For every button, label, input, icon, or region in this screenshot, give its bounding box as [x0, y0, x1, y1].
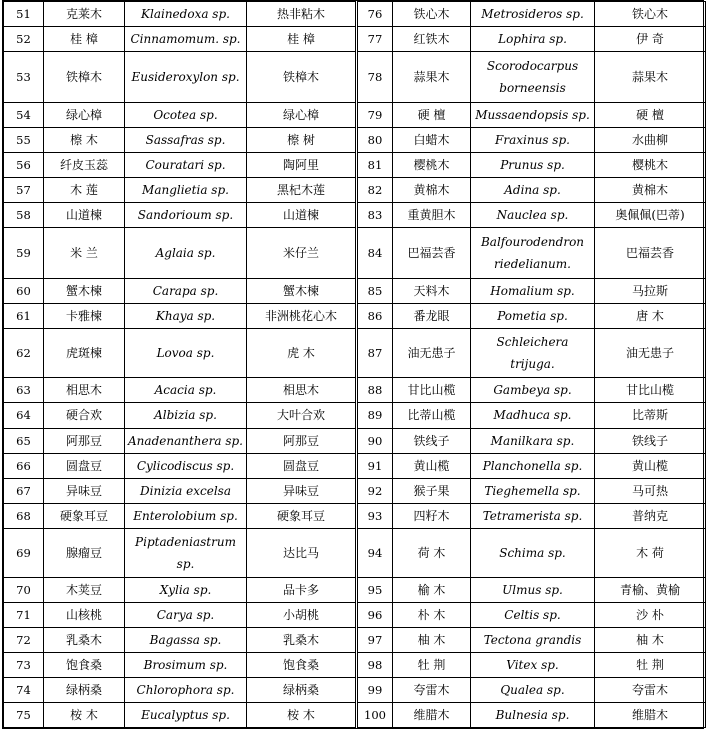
left-trade-name-cell: 相思木: [247, 378, 357, 403]
right-trade-name-cell: 牡 荆: [595, 652, 706, 677]
left-trade-name-cell: 异味豆: [247, 478, 357, 503]
right-chinese-name-cell: 铁线子: [393, 428, 471, 453]
right-scientific-name-cell: Scorodocarpus borneensis: [471, 52, 595, 103]
left-scientific-name-cell: Aglaia sp.: [125, 228, 247, 279]
left-chinese-name-cell: 克莱木: [44, 2, 125, 27]
right-trade-name-cell: 油无患子: [595, 329, 706, 378]
left-trade-name-cell: 绿柄桑: [247, 677, 357, 702]
right-species-number-cell: 98: [357, 652, 393, 677]
right-scientific-name-cell: Schleichera trijuga.: [471, 329, 595, 378]
left-scientific-name-cell: Cylicodiscus sp.: [125, 453, 247, 478]
left-scientific-name-cell: Manglietia sp.: [125, 178, 247, 203]
table-row: [4, 702, 706, 727]
right-trade-name-cell: 甘比山榄: [595, 378, 706, 403]
left-trade-name-cell: 黑杞木莲: [247, 178, 357, 203]
left-scientific-name-cell: Acacia sp.: [125, 378, 247, 403]
right-scientific-name-cell: Vitex sp.: [471, 652, 595, 677]
left-trade-name-cell: 大叶合欢: [247, 403, 357, 428]
right-trade-name-cell: 普纳克: [595, 503, 706, 528]
table-row: [4, 602, 706, 627]
right-chinese-name-cell: 铁心木: [393, 2, 471, 27]
right-species-number-cell: 81: [357, 153, 393, 178]
left-species-number-cell: 67: [4, 478, 44, 503]
left-species-number-cell: 70: [4, 577, 44, 602]
left-species-number-cell: 56: [4, 153, 44, 178]
left-scientific-name-cell: Cinnamomum. sp.: [125, 27, 247, 52]
left-chinese-name-cell: 硬合欢: [44, 403, 125, 428]
right-species-number-cell: 91: [357, 453, 393, 478]
left-trade-name-cell: 桉 木: [247, 702, 357, 727]
right-chinese-name-cell: 比蒂山榄: [393, 403, 471, 428]
right-trade-name-cell: 铁线子: [595, 428, 706, 453]
left-scientific-name-cell: Albizia sp.: [125, 403, 247, 428]
right-trade-name-cell: 木 荷: [595, 528, 706, 577]
left-trade-name-cell: 阿那豆: [247, 428, 357, 453]
right-trade-name-cell: 巴福芸香: [595, 228, 706, 279]
left-scientific-name-cell: Carapa sp.: [125, 279, 247, 304]
left-trade-name-cell: 热非粘木: [247, 2, 357, 27]
right-species-number-cell: 90: [357, 428, 393, 453]
left-scientific-name-cell: Xylia sp.: [125, 577, 247, 602]
right-trade-name-cell: 沙 朴: [595, 602, 706, 627]
right-scientific-name-cell: Qualea sp.: [471, 677, 595, 702]
right-scientific-name-cell: Celtis sp.: [471, 602, 595, 627]
left-scientific-name-cell: Klainedoxa sp.: [125, 2, 247, 27]
left-chinese-name-cell: 铁樟木: [44, 52, 125, 103]
left-trade-name-cell: 绿心樟: [247, 103, 357, 128]
left-species-number-cell: 68: [4, 503, 44, 528]
right-chinese-name-cell: 四籽木: [393, 503, 471, 528]
right-species-number-cell: 97: [357, 627, 393, 652]
left-scientific-name-cell: Piptadeniastrum sp.: [125, 528, 247, 577]
left-species-number-cell: 54: [4, 103, 44, 128]
left-chinese-name-cell: 异味豆: [44, 478, 125, 503]
left-chinese-name-cell: 蟹木楝: [44, 279, 125, 304]
table-row: [4, 153, 706, 178]
left-scientific-name-cell: Dinizia excelsa: [125, 478, 247, 503]
right-species-number-cell: 76: [357, 2, 393, 27]
left-species-number-cell: 74: [4, 677, 44, 702]
table-row: [4, 203, 706, 228]
left-species-number-cell: 62: [4, 329, 44, 378]
right-species-number-cell: 80: [357, 128, 393, 153]
right-chinese-name-cell: 猴子果: [393, 478, 471, 503]
right-scientific-name-cell: Madhuca sp.: [471, 403, 595, 428]
right-chinese-name-cell: 甘比山榄: [393, 378, 471, 403]
right-species-number-cell: 83: [357, 203, 393, 228]
left-scientific-name-cell: Eucalyptus sp.: [125, 702, 247, 727]
left-scientific-name-cell: Couratari sp.: [125, 153, 247, 178]
right-trade-name-cell: 唐 木: [595, 304, 706, 329]
right-trade-name-cell: 樱桃木: [595, 153, 706, 178]
table-row: [4, 403, 706, 428]
table-row: [4, 103, 706, 128]
left-chinese-name-cell: 米 兰: [44, 228, 125, 279]
left-trade-name-cell: 檫 树: [247, 128, 357, 153]
left-scientific-name-cell: Lovoa sp.: [125, 329, 247, 378]
right-chinese-name-cell: 维腊木: [393, 702, 471, 727]
right-scientific-name-cell: Prunus sp.: [471, 153, 595, 178]
left-chinese-name-cell: 饱食桑: [44, 652, 125, 677]
left-species-number-cell: 75: [4, 702, 44, 727]
left-species-number-cell: 69: [4, 528, 44, 577]
table-row: [4, 128, 706, 153]
left-chinese-name-cell: 木荚豆: [44, 577, 125, 602]
right-chinese-name-cell: 黄山榄: [393, 453, 471, 478]
table-row: [4, 329, 706, 378]
right-chinese-name-cell: 荷 木: [393, 528, 471, 577]
left-trade-name-cell: 饱食桑: [247, 652, 357, 677]
table-row: [4, 178, 706, 203]
left-chinese-name-cell: 硬象耳豆: [44, 503, 125, 528]
left-chinese-name-cell: 乳桑木: [44, 627, 125, 652]
left-trade-name-cell: 品卡多: [247, 577, 357, 602]
left-scientific-name-cell: Enterolobium sp.: [125, 503, 247, 528]
left-species-number-cell: 61: [4, 304, 44, 329]
left-scientific-name-cell: Ocotea sp.: [125, 103, 247, 128]
right-scientific-name-cell: Nauclea sp.: [471, 203, 595, 228]
left-chinese-name-cell: 卡雅楝: [44, 304, 125, 329]
right-trade-name-cell: 马拉斯: [595, 279, 706, 304]
left-species-number-cell: 60: [4, 279, 44, 304]
left-scientific-name-cell: Chlorophora sp.: [125, 677, 247, 702]
right-chinese-name-cell: 硬 檀: [393, 103, 471, 128]
right-species-number-cell: 77: [357, 27, 393, 52]
right-trade-name-cell: 柚 木: [595, 627, 706, 652]
table-body: [4, 2, 706, 728]
table-row: [4, 428, 706, 453]
left-trade-name-cell: 米仔兰: [247, 228, 357, 279]
right-scientific-name-cell: Schima sp.: [471, 528, 595, 577]
left-trade-name-cell: 陶阿里: [247, 153, 357, 178]
right-trade-name-cell: 维腊木: [595, 702, 706, 727]
table-row: [4, 677, 706, 702]
right-species-number-cell: 96: [357, 602, 393, 627]
left-species-number-cell: 57: [4, 178, 44, 203]
right-chinese-name-cell: 油无患子: [393, 329, 471, 378]
left-scientific-name-cell: Khaya sp.: [125, 304, 247, 329]
wood-species-table: [3, 1, 706, 728]
right-chinese-name-cell: 夸雷木: [393, 677, 471, 702]
left-chinese-name-cell: 虎斑楝: [44, 329, 125, 378]
right-species-number-cell: 89: [357, 403, 393, 428]
table-row: [4, 52, 706, 103]
table-row: [4, 627, 706, 652]
table-row: [4, 304, 706, 329]
right-scientific-name-cell: Pometia sp.: [471, 304, 595, 329]
right-species-number-cell: 95: [357, 577, 393, 602]
left-chinese-name-cell: 相思木: [44, 378, 125, 403]
left-species-number-cell: 63: [4, 378, 44, 403]
right-species-number-cell: 88: [357, 378, 393, 403]
left-scientific-name-cell: Anadenanthera sp.: [125, 428, 247, 453]
right-chinese-name-cell: 樱桃木: [393, 153, 471, 178]
left-trade-name-cell: 非洲桃花心木: [247, 304, 357, 329]
table-row: [4, 2, 706, 27]
right-chinese-name-cell: 红铁木: [393, 27, 471, 52]
left-species-number-cell: 55: [4, 128, 44, 153]
right-species-number-cell: 79: [357, 103, 393, 128]
left-scientific-name-cell: Carya sp.: [125, 602, 247, 627]
right-species-number-cell: 85: [357, 279, 393, 304]
table-row: [4, 478, 706, 503]
right-trade-name-cell: 夸雷木: [595, 677, 706, 702]
table-row: [4, 27, 706, 52]
right-trade-name-cell: 青榆、黄榆: [595, 577, 706, 602]
left-trade-name-cell: 铁樟木: [247, 52, 357, 103]
left-trade-name-cell: 圆盘豆: [247, 453, 357, 478]
right-scientific-name-cell: Metrosideros sp.: [471, 2, 595, 27]
right-chinese-name-cell: 朴 木: [393, 602, 471, 627]
left-species-number-cell: 58: [4, 203, 44, 228]
right-scientific-name-cell: Manilkara sp.: [471, 428, 595, 453]
left-chinese-name-cell: 阿那豆: [44, 428, 125, 453]
table-row: [4, 528, 706, 577]
left-trade-name-cell: 达比马: [247, 528, 357, 577]
left-scientific-name-cell: Sassafras sp.: [125, 128, 247, 153]
right-trade-name-cell: 黄山榄: [595, 453, 706, 478]
left-chinese-name-cell: 山核桃: [44, 602, 125, 627]
right-chinese-name-cell: 天料木: [393, 279, 471, 304]
left-chinese-name-cell: 木 莲: [44, 178, 125, 203]
right-trade-name-cell: 伊 奇: [595, 27, 706, 52]
right-species-number-cell: 100: [357, 702, 393, 727]
table-row: [4, 503, 706, 528]
right-chinese-name-cell: 黄棉木: [393, 178, 471, 203]
right-trade-name-cell: 硬 檀: [595, 103, 706, 128]
right-trade-name-cell: 比蒂斯: [595, 403, 706, 428]
right-scientific-name-cell: Adina sp.: [471, 178, 595, 203]
left-chinese-name-cell: 桂 樟: [44, 27, 125, 52]
left-scientific-name-cell: Eusideroxylon sp.: [125, 52, 247, 103]
right-scientific-name-cell: Balfourodendron riedelianum.: [471, 228, 595, 279]
right-trade-name-cell: 铁心木: [595, 2, 706, 27]
left-chinese-name-cell: 绿心樟: [44, 103, 125, 128]
right-trade-name-cell: 马可热: [595, 478, 706, 503]
left-chinese-name-cell: 檫 木: [44, 128, 125, 153]
right-species-number-cell: 78: [357, 52, 393, 103]
left-species-number-cell: 64: [4, 403, 44, 428]
left-scientific-name-cell: Bagassa sp.: [125, 627, 247, 652]
left-species-number-cell: 72: [4, 627, 44, 652]
right-species-number-cell: 92: [357, 478, 393, 503]
right-chinese-name-cell: 巴福芸香: [393, 228, 471, 279]
right-scientific-name-cell: Ulmus sp.: [471, 577, 595, 602]
right-species-number-cell: 86: [357, 304, 393, 329]
left-chinese-name-cell: 腺瘤豆: [44, 528, 125, 577]
right-scientific-name-cell: Bulnesia sp.: [471, 702, 595, 727]
right-scientific-name-cell: Tieghemella sp.: [471, 478, 595, 503]
left-species-number-cell: 71: [4, 602, 44, 627]
right-chinese-name-cell: 榆 木: [393, 577, 471, 602]
table-row: [4, 378, 706, 403]
left-species-number-cell: 66: [4, 453, 44, 478]
left-trade-name-cell: 虎 木: [247, 329, 357, 378]
left-trade-name-cell: 硬象耳豆: [247, 503, 357, 528]
left-species-number-cell: 59: [4, 228, 44, 279]
left-chinese-name-cell: 纤皮玉蕊: [44, 153, 125, 178]
right-chinese-name-cell: 番龙眼: [393, 304, 471, 329]
wood-species-table-page: [2, 0, 704, 729]
table-row: [4, 453, 706, 478]
left-trade-name-cell: 乳桑木: [247, 627, 357, 652]
right-scientific-name-cell: Fraxinus sp.: [471, 128, 595, 153]
left-species-number-cell: 65: [4, 428, 44, 453]
left-chinese-name-cell: 绿柄桑: [44, 677, 125, 702]
right-trade-name-cell: 奥佩佩(巴蒂): [595, 203, 706, 228]
right-scientific-name-cell: Lophira sp.: [471, 27, 595, 52]
right-chinese-name-cell: 牡 荆: [393, 652, 471, 677]
right-species-number-cell: 84: [357, 228, 393, 279]
right-scientific-name-cell: Gambeya sp.: [471, 378, 595, 403]
left-species-number-cell: 73: [4, 652, 44, 677]
left-chinese-name-cell: 圆盘豆: [44, 453, 125, 478]
left-chinese-name-cell: 桉 木: [44, 702, 125, 727]
left-trade-name-cell: 山道楝: [247, 203, 357, 228]
left-species-number-cell: 53: [4, 52, 44, 103]
right-trade-name-cell: 黄棉木: [595, 178, 706, 203]
right-species-number-cell: 87: [357, 329, 393, 378]
right-chinese-name-cell: 柚 木: [393, 627, 471, 652]
right-chinese-name-cell: 蒜果木: [393, 52, 471, 103]
right-chinese-name-cell: 重黄胆木: [393, 203, 471, 228]
right-scientific-name-cell: Mussaendopsis sp.: [471, 103, 595, 128]
table-row: [4, 279, 706, 304]
right-species-number-cell: 82: [357, 178, 393, 203]
right-trade-name-cell: 水曲柳: [595, 128, 706, 153]
right-species-number-cell: 99: [357, 677, 393, 702]
right-species-number-cell: 93: [357, 503, 393, 528]
table-row: [4, 228, 706, 279]
table-row: [4, 577, 706, 602]
left-species-number-cell: 51: [4, 2, 44, 27]
right-scientific-name-cell: Tetramerista sp.: [471, 503, 595, 528]
left-trade-name-cell: 小胡桃: [247, 602, 357, 627]
table-row: [4, 652, 706, 677]
right-trade-name-cell: 蒜果木: [595, 52, 706, 103]
right-scientific-name-cell: Tectona grandis: [471, 627, 595, 652]
right-species-number-cell: 94: [357, 528, 393, 577]
left-scientific-name-cell: Brosimum sp.: [125, 652, 247, 677]
right-scientific-name-cell: Homalium sp.: [471, 279, 595, 304]
left-species-number-cell: 52: [4, 27, 44, 52]
left-trade-name-cell: 桂 樟: [247, 27, 357, 52]
left-chinese-name-cell: 山道楝: [44, 203, 125, 228]
right-chinese-name-cell: 白蜡木: [393, 128, 471, 153]
left-scientific-name-cell: Sandorioum sp.: [125, 203, 247, 228]
left-trade-name-cell: 蟹木楝: [247, 279, 357, 304]
right-scientific-name-cell: Planchonella sp.: [471, 453, 595, 478]
